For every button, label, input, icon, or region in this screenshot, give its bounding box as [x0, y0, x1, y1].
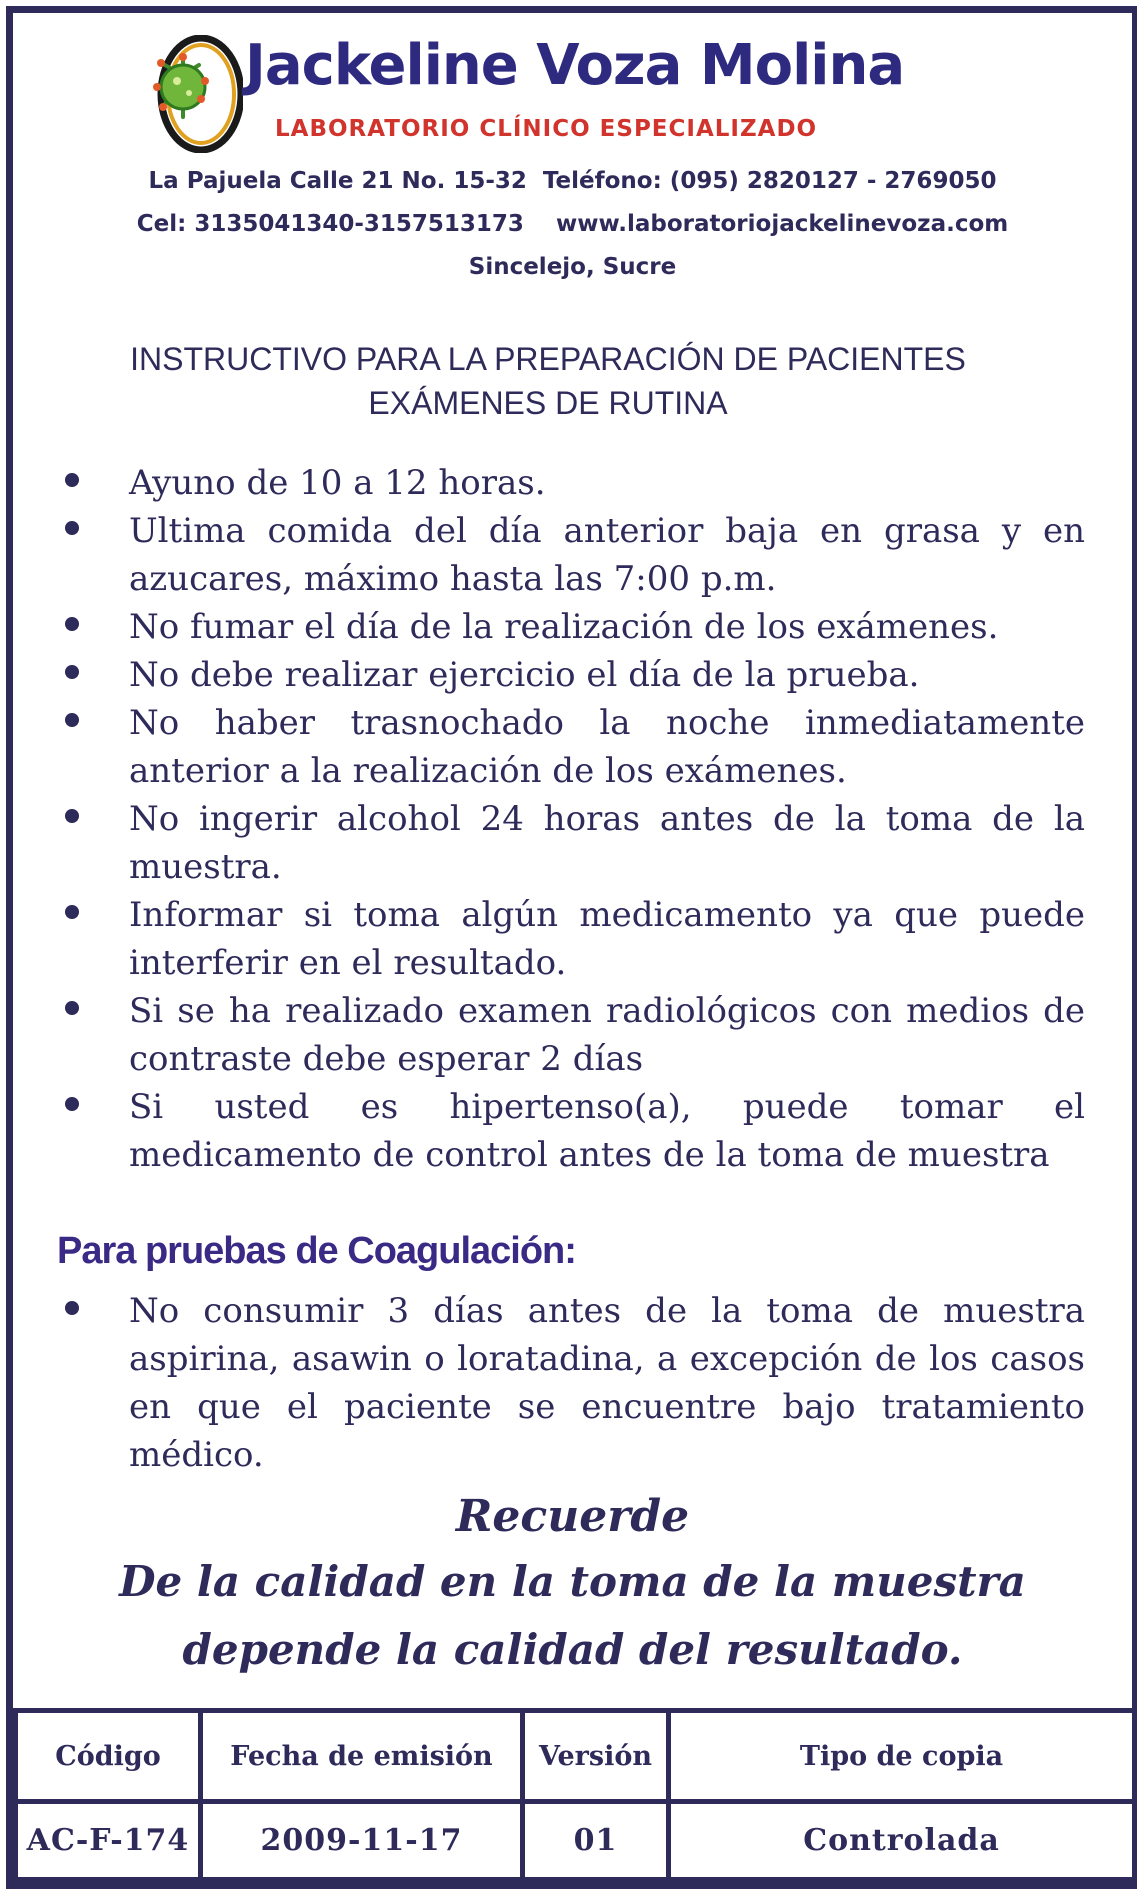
- brand-name: Jackeline Voza Molina: [245, 33, 905, 98]
- table-header-row: [16, 1711, 1135, 1802]
- virus-logo-icon: [143, 35, 243, 153]
- table-row: [16, 1802, 1135, 1880]
- reminder-line-2: depende la calidad del resultado.: [182, 1625, 963, 1674]
- cel-web-line: Cel: 3135041340-3157513173 www.laboratoriojackelinevoza.com: [136, 211, 1009, 237]
- city-line: Sincelejo, Sucre: [468, 254, 677, 280]
- header-fecha: Fecha de emisión: [201, 1711, 523, 1802]
- instruction-item: No fumar el día de la realización de los exámenes.: [65, 603, 1085, 651]
- instructions-list: [65, 459, 1085, 1179]
- header-tipo-copia: Tipo de copia: [669, 1711, 1135, 1802]
- value-codigo: AC-F-174: [16, 1802, 201, 1880]
- header-codigo: Código: [16, 1711, 201, 1802]
- value-fecha: 2009-11-17: [201, 1802, 523, 1880]
- instruction-item: No ingerir alcohol 24 horas antes de la toma de la muestra.: [65, 795, 1085, 891]
- instruction-item: No debe realizar ejercicio el día de la prueba.: [65, 651, 1085, 699]
- brand-subtitle: LABORATORIO CLÍNICO ESPECIALIZADO: [275, 116, 818, 142]
- value-version: 01: [523, 1802, 669, 1880]
- instructions-title-line1: INSTRUCTIVO PARA LA PREPARACIÓN DE PACIENTES: [130, 341, 966, 377]
- value-tipo-copia: Controlada: [669, 1802, 1135, 1880]
- instructions-title-line2: EXÁMENES DE RUTINA: [368, 385, 728, 421]
- instruction-item: Si usted es hipertenso(a), puede tomar el medicamento de control antes de la toma de muestra: [65, 1083, 1085, 1179]
- instruction-item: No haber trasnochado la noche inmediatamente anterior a la realización de los exámenes.: [65, 699, 1085, 795]
- letterhead: [13, 13, 1132, 313]
- document-frame: [6, 6, 1137, 1889]
- reminder-line-1: De la calidad en la toma de la muestra: [119, 1557, 1026, 1606]
- instruction-item: Si se ha realizado examen radiológicos con medios de contraste debe esperar 2 días: [65, 987, 1085, 1083]
- coagulation-heading: Para pruebas de Coagulación:: [57, 1230, 576, 1272]
- instruction-item: Informar si toma algún medicamento ya que puede interferir en el resultado.: [65, 891, 1085, 987]
- coagulation-list: [65, 1287, 1085, 1479]
- document-control-table: [13, 1708, 1137, 1882]
- address-line: La Pajuela Calle 21 No. 15-32 Teléfono: (095) 2820127 - 2769050: [148, 168, 997, 194]
- instruction-item: Ayuno de 10 a 12 horas.: [65, 459, 1085, 507]
- header-version: Versión: [523, 1711, 669, 1802]
- instruction-item: Ultima comida del día anterior baja en grasa y en azucares, máximo hasta las 7:00 p.m.: [65, 507, 1085, 603]
- reminder-heading: Recuerde: [455, 1491, 690, 1542]
- coagulation-item: No consumir 3 días antes de la toma de muestra aspirina, asawin o loratadina, a excepción de los casos en que el paciente se encuentre bajo tratamiento médico.: [65, 1287, 1085, 1479]
